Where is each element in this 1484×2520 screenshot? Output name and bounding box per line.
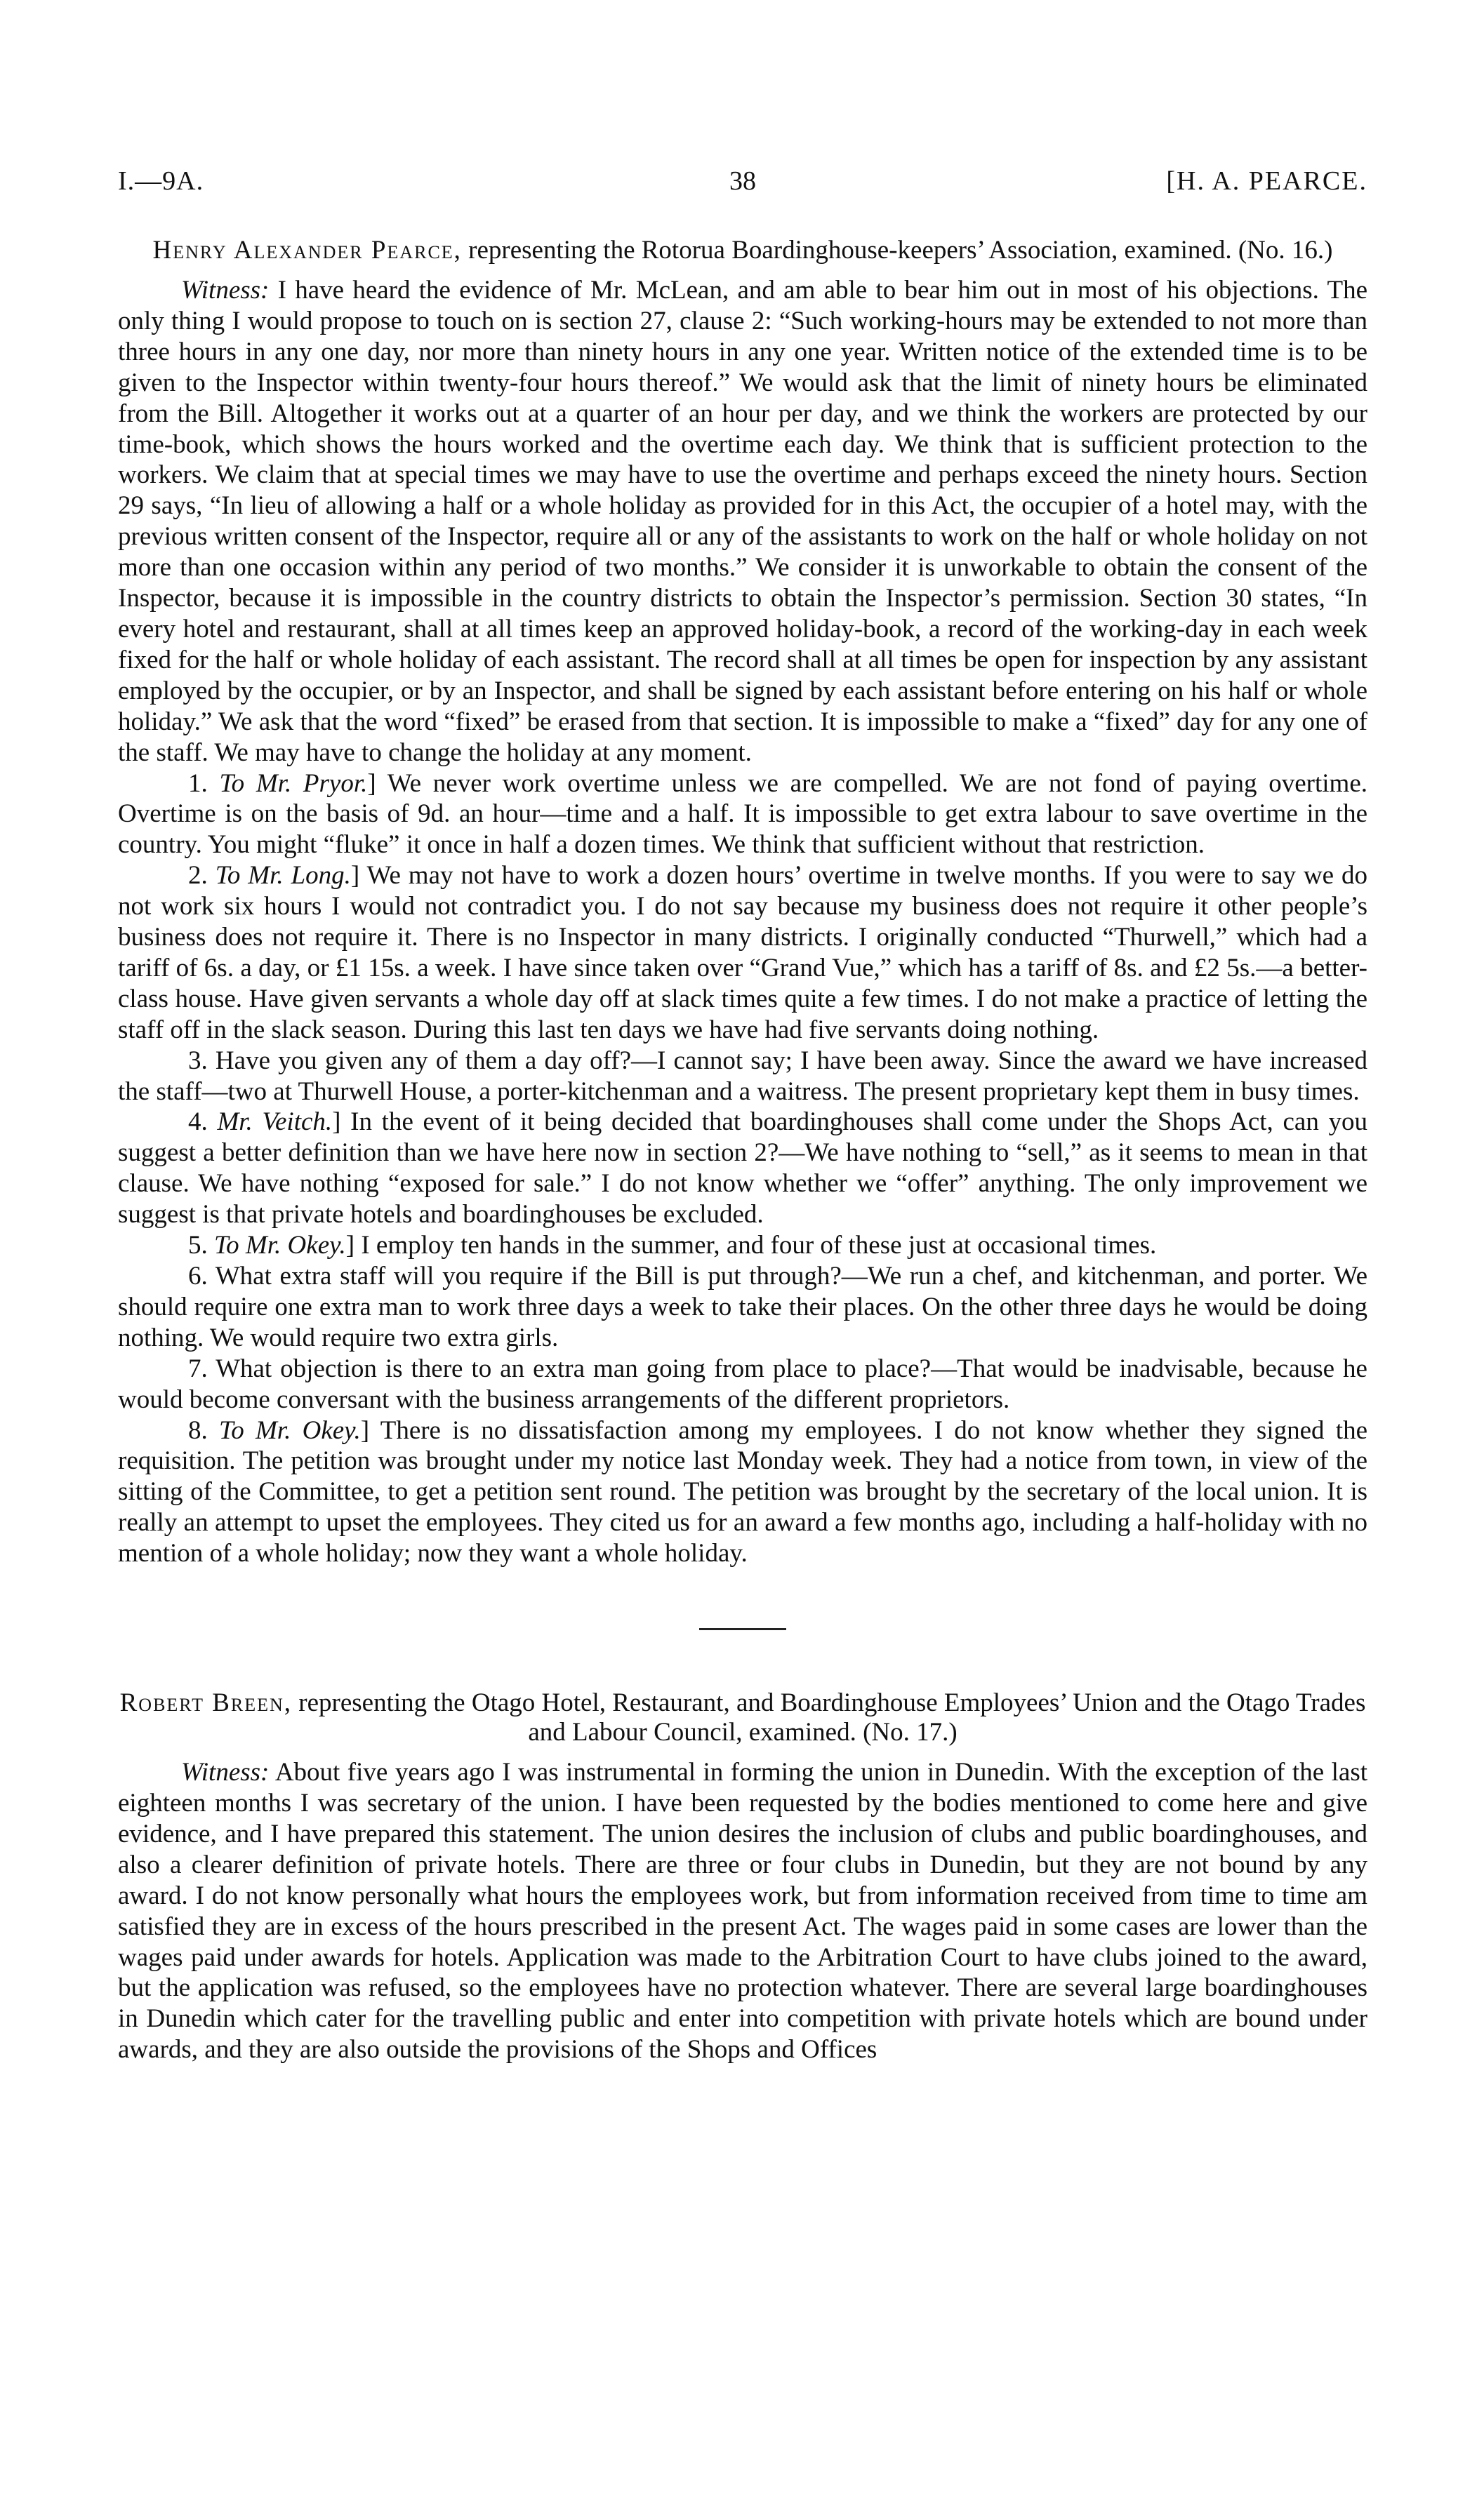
paragraph-text: What objection is there to an extra man going from place to place?—That would be inadvisable, because he would become conversant with the business arrangements of the different proprietors.: [118, 1354, 1367, 1414]
paragraph-number: 1.: [188, 768, 208, 798]
witness-heading-pearce: [118, 236, 1367, 265]
paragraph-number: 7.: [188, 1354, 208, 1383]
witness-heading-text: representing the Rotorua Boardinghouse-keepers’ Association, examined. (No. 16.): [461, 236, 1333, 265]
witness-statement: [118, 1757, 1367, 2065]
running-head: [118, 166, 1367, 208]
numbered-paragraph: [118, 768, 1367, 861]
questioner: To Mr. Long.: [215, 861, 351, 891]
paragraph-text: Have you given any of them a day off?—I cannot say; I have been away. Since the award we have increased the staff—two at Thurwell House, a porter-kitchenman and a waitress. The present proprietary kept them in busy times.: [118, 1046, 1368, 1106]
witness-heading-text: representing the Otago Hotel, Restaurant, and Boardinghouse Employees’ Union and the Otago Trades and Labour Council, examined. (No. 17.): [292, 1688, 1366, 1747]
numbered-paragraph: [118, 1354, 1367, 1415]
witness-running-title: [H. A. PEARCE.: [1166, 166, 1367, 196]
divider-rule: [699, 1628, 786, 1630]
paragraph-number: 4.: [188, 1107, 208, 1137]
page-number: 38: [729, 166, 756, 196]
witness-name: Henry Alexander Pearce,: [152, 236, 462, 265]
numbered-paragraph: [118, 1107, 1367, 1230]
numbered-paragraph: [118, 1230, 1367, 1261]
paragraph-number: 8.: [188, 1415, 208, 1445]
paragraph-text: ] We may not have to work a dozen hours’ overtime in twelve months. If you were to say we do not work six hours I would not contradict you. I do not say because my business does not require it other people’s business does not require it. There is no Inspector in many districts. I originally conducted “Thurwell,” which had a tariff of 6s. a day, or £1 15s. a week. I have since taken over “Grand Vue,” which has a tariff of 8s. and £2 5s.—a better-class house. Have given servants a whole day off at slack times quite a few times. I do not make a practice of letting the staff off in the slack season. During this last ten days we have had five servants doing nothing.: [118, 861, 1368, 1044]
numbered-paragraph: [118, 1261, 1367, 1354]
paragraph-number: 3.: [188, 1046, 208, 1075]
document-page: [118, 166, 1367, 2065]
witness-label: Witness:: [181, 1758, 270, 1787]
witness-statement: [118, 275, 1367, 768]
witness-statement-text: About five years ago I was instrumental in forming the union in Dunedin. With the exception of the last eighteen months I was secretary of the union. I have been requested by the bodies mentioned to come here and give evidence, and I have prepared this statement. The union desires the inclusion of clubs and public boardinghouses, and also a clearer definition of private hotels. There are three or four clubs in Dunedin, but they are not bound by any award. I do not know personally what hours the employees work, but from information received from time to time am satisfied they are in excess of the hours prescribed in the present Act. The wages paid in some cases are lower than the wages paid under awards for hotels. Application was made to the Arbitration Court to have clubs joined to the award, but the application was refused, so the employees have no protection whatever. There are several large boardinghouses in Dunedin which cater for the travelling public and enter into competition with private hotels which are bound under awards, and they are also outside the provisions of the Shops and Offices: [118, 1758, 1367, 2065]
questioner: To Mr. Okey.: [214, 1231, 346, 1260]
questioner: Mr. Veitch.: [217, 1107, 333, 1137]
witness-heading-breen: [118, 1688, 1367, 1747]
numbered-paragraph: [118, 1415, 1367, 1570]
paragraph-number: 6.: [188, 1262, 208, 1291]
numbered-paragraph: [118, 1046, 1367, 1107]
section-divider: [118, 1621, 1367, 1634]
paragraph-text: ] We never work overtime unless we are compelled. We are not fond of paying overtime. Overtime is on the basis of 9d. an hour—time and a half. It is impossible to get extra labour to save overtime in the country. You might “fluke” it once in half a dozen times. We think that sufficient without that restriction.: [118, 768, 1368, 860]
paragraph-text: ] I employ ten hands in the summer, and four of these just at occasional times.: [345, 1231, 1157, 1260]
paragraph-text: ] In the event of it being decided that boardinghouses shall come under the Shops Act, can you suggest a better definition than we have here now in section 2?—We have nothing to “sell,” as it seems to mean in that clause. We have nothing “exposed for sale.” I do not know whether we “offer” anything. The only improvement we suggest is that private hotels and boardinghouses be excluded.: [118, 1107, 1368, 1229]
questioner: To Mr. Okey.: [219, 1415, 361, 1445]
paragraph-text: ] There is no dissatisfaction among my employees. I do not know whether they signed the requisition. The petition was brought under my notice last Monday week. They had a notice from town, in view of the sitting of the Committee, to get a petition sent round. The petition was brought by the secretary of the local union. It is really an attempt to upset the employees. They cited us for an award a few months ago, including a half-holiday with no mention of a whole holiday; now they want a whole holiday.: [118, 1415, 1368, 1568]
numbered-paragraph: [118, 860, 1367, 1045]
paragraph-number: 5.: [188, 1231, 208, 1260]
witness-statement-text: I have heard the evidence of Mr. McLean, and am able to bear him out in most of his objections. The only thing I would propose to touch on is section 27, clause 2: “Such working-hours may be extended to not more than three hours in any one day, nor more than ninety hours in any one year. Written notice of the extended time is to be given to the Inspector within twenty-four hours thereof.” We would ask that the limit of ninety hours be eliminated from the Bill. Altogether it works out at a quarter of an hour per day, and we think the workers are protected by our time-book, which shows the hours worked and the overtime each day. We think that is sufficient protection to the workers. We claim that at special times we may have to use the overtime and perhaps exceed the ninety hours. Section 29 says, “In lieu of allowing a half or a whole holiday as provided for in this Act, the occupier of a hotel may, with the previous written consent of the Inspector, require all or any of the assistants to work on the half or whole holiday on not more than one occasion within any period of two months.” We consider it is unworkable to obtain the consent of the Inspector, because it is impossible in the country districts to obtain the Inspector’s permission. Section 30 states, “In every hotel and restaurant, shall at all times keep an approved holiday-book, a record of the working-day in each week fixed for the half or whole holiday of each assistant. The record shall at all times be open for inspection by any assistant employed by the occupier, or by an Inspector, and shall be signed by each assistant before entering on his half or whole holiday.” We ask that the word “fixed” be erased from that section. It is impossible to make a “fixed” day for any one of the staff. We may have to change the holiday at any moment.: [118, 276, 1367, 767]
paragraph-text: What extra staff will you require if the Bill is put through?—We run a chef, and kitchenman, and porter. We should require one extra man to work three days a week to take their places. On the other three days he would be doing nothing. We would require two extra girls.: [118, 1262, 1367, 1352]
paragraph-number: 2.: [188, 861, 208, 891]
witness-label: Witness:: [181, 276, 270, 305]
parliamentary-paper-ref: I.—9A.: [118, 166, 204, 196]
witness-name: Robert Breen,: [119, 1688, 293, 1718]
questioner: To Mr. Pryor.: [219, 768, 368, 798]
